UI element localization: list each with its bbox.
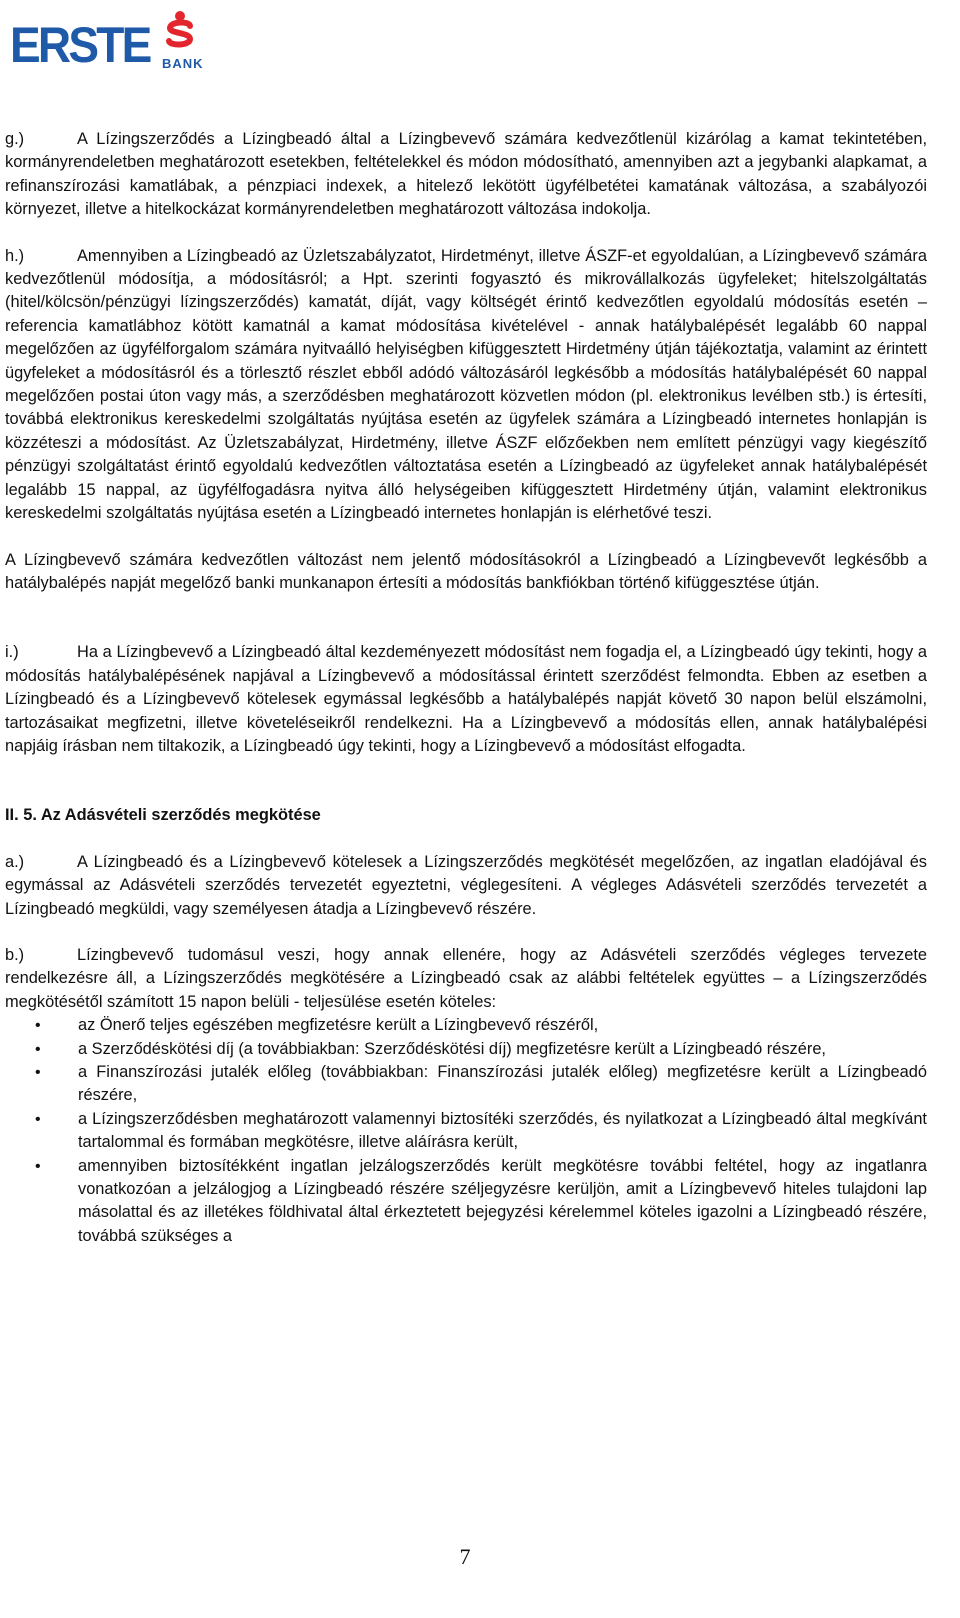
logo-wordmark: ERSTE <box>10 17 150 73</box>
paragraph-text: Amennyiben a Lízingbeadó az Üzletszabályzatot, Hirdetményt, illetve ÁSZF-et egyoldalúan, a Lízingbevevő számára kedvezőtlenül módosítja, a módosításról; a Hpt. szerinti fogyasztó és mikrovállalkozás ügyfeleket; hitelszolgáltatás (hitel/kölcsön/pénzügyi lízingszerződés) kamatát, díját, vagy költségét érintő kedvezőtlen egyoldalú módosítás esetén – referencia kamatlábhoz kötött kamatnál a kamat módosítása kivételével - annak hatálybalépését legalább 60 nappal megelőzően az ügyfélforgalom számára nyitvaálló helyiségben kifüggesztett Hirdetmény útján tájékoztatja, valamint az érintett ügyfeleket a módosításról és a törlesztő részlet ebből adódó változásáról legkésőbb a módosítás hatálybalépését 60 nappal megelőzően postai úton vagy más, a szerződésben meghatározott közvetlen módon (pl. elektronikus levélben stb.) is értesíti, továbbá elektronikus kereskedelmi szolgáltatás nyújtása esetén az ügyfelek számára a Lízingbeadó internetes honlapján is közzéteszi a módosítást. Az Üzletszabályzat, Hirdetmény, illetve ÁSZF előzőekben nem említett pénzügyi vagy kiegészítő pénzügyi szolgáltatást érintő egyoldalú kedvezőtlen változtatása esetén a Lízingbeadó az ügyfeleket annak hatálybalépését legalább 15 nappal, az ügyfélfogadásra nyitva álló helységeiben kifüggesztett Hirdetmény útján, valamint elektronikus kereskedelmi szolgáltatás nyújtása esetén a Lízingbeadó internetes honlapján is elérhetővé teszi. <box>5 246 927 523</box>
paragraph-g <box>5 128 927 222</box>
paragraph-label: h.) <box>5 246 25 265</box>
document-body <box>5 128 927 1248</box>
paragraph-label: b.) <box>5 945 25 964</box>
list-item: • a Lízingszerződésben meghatározott valamennyi biztosítéki szerződés, és nyilatkozat a Lízingbeadó által megkívánt tartalommal és formában megkötésre, illetve aláírásra került, <box>5 1108 927 1155</box>
paragraph-label: i.) <box>5 643 19 662</box>
paragraph-text: Ha a Lízingbevevő a Lízingbeadó által kezdeményezett módosítást nem fogadja el, a Lízingbeadó úgy tekinti, hogy a módosítás hatálybalépésének napjával a Lízingbevevő a módosítással érintett szerződést felmondta. Ebben az esetben a Lízingbeadó és a Lízingbevevő kötelesek egymással legkésőbb a hatálybalépés napját követő 30 napon belül elszámolni, tartozásaikat megfizetni, illetve követeléseikről rendelkezni. Ha a Lízingbevevő a módosítás ellen, annak hatálybalépési napjáig írásban nem tiltakozik, a Lízingbeadó úgy tekinti, hogy a Lízingbevevő a módosítást elfogadta. <box>5 643 927 755</box>
list-item: • az Önerő teljes egészében megfizetésre került a Lízingbevevő részéről, <box>5 1014 927 1037</box>
page-number: 7 <box>459 1544 471 1569</box>
paragraph-h <box>5 245 927 526</box>
paragraph-b <box>5 944 927 1014</box>
paragraph-label: g.) <box>5 130 25 148</box>
list-item: • amennyiben biztosítékként ingatlan jelzálogszerződés került megkötésre további feltétel, hogy az ingatlanra vonatkozóan a jelzálogjog a Lízingbeadó részére széljegyzésre kerüljön, amit a Lízingbevevő hiteles tulajdoni lap másolattal és az illetékes földhivatal által érkeztetett bejegyzési kérelemmel köteles igazolni a Lízingbeadó részére, továbbá szükséges a <box>5 1155 927 1249</box>
list-item: • a Finanszírozási jutalék előleg (továbbiakban: Finanszírozási jutalék előleg) megfizetésre került a Lízingbeadó részére, <box>5 1061 927 1108</box>
erste-bank-logo <box>10 6 204 73</box>
paragraph-label: a.) <box>5 852 25 871</box>
paragraph-i <box>5 641 927 758</box>
erste-s-mark-icon <box>160 10 200 50</box>
list-item: • a Szerződéskötési díj (a továbbiakban: Szerződéskötési díj) megfizetésre került a Lízingbeadó részére, <box>5 1038 927 1061</box>
paragraph-h-followup: A Lízingbevevő számára kedvezőtlen változást nem jelentő módosításokról a Lízingbeadó a Lízingbevevőt legkésőbb a hatálybalépés napját megelőző banki munkanapon értesíti a módosítás bankfiókban történő kifüggesztése útján. <box>5 550 927 592</box>
conditions-list <box>5 1014 927 1248</box>
paragraph-text: A Lízingbeadó és a Lízingbevevő kötelesek a Lízingszerződés megkötését megelőzően, az ingatlan eladójával és egymással az Adásvételi szerződés tervezetét egyeztetni, véglegesíteni. A végleges Adásvételi szerződés tervezetét a Lízingbeadó megküldi, vagy személyesen átadja a Lízingbevevő részére. <box>5 852 927 918</box>
paragraph-text: Lízingbevevő tudomásul veszi, hogy annak ellenére, hogy az Adásvételi szerződés végleges tervezete rendelkezésre áll, a Lízingszerződés megkötésére a Lízingbeadó csak az alábbi feltételek együttes – a Lízingszerződés megkötésétől számított 15 napon belüli - teljesülése esetén köteles: <box>5 945 927 1011</box>
paragraph-text: A Lízingszerződés a Lízingbeadó által a Lízingbevevő számára kedvezőtlenül kizárólag a kamat tekintetében, kormányrendeletben meghatározott esetekben, feltételekkel és módon módosítható, amennyiben azt a jegybanki alapkamat, a refinanszírozási kamatlábak, a pénzpiaci indexek, a hitelező lekötött ügyfélbetétei kamatának változása, a szabályozói környezet, illetve a hitelkockázat kormányrendeletben meghatározott változása indokolja. <box>5 130 927 219</box>
logo-subtitle: BANK <box>162 56 204 71</box>
section-heading: II. 5. Az Adásvételi szerződés megkötése <box>5 806 321 825</box>
paragraph-a <box>5 851 927 921</box>
